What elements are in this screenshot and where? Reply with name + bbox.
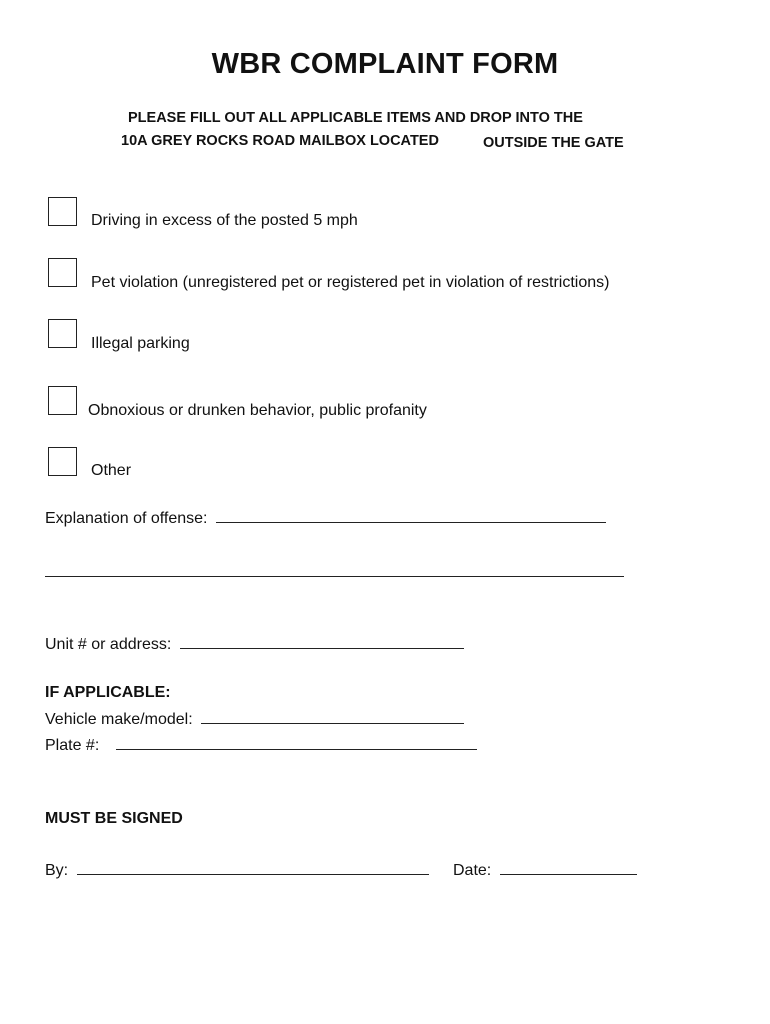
signature-field (45, 860, 429, 880)
plate-label: Plate #: (45, 737, 100, 754)
if-applicable-heading: IF APPLICABLE: (45, 684, 171, 701)
instructions-line-1: PLEASE FILL OUT ALL APPLICABLE ITEMS AND DROP INTO THE (128, 110, 583, 126)
date-field (453, 860, 637, 880)
explanation-label: Explanation of offense: (45, 510, 208, 527)
instructions-line-2a: 10A GREY ROCKS ROAD MAILBOX LOCATED (121, 133, 439, 149)
unit-label: Unit # or address: (45, 636, 172, 653)
option-label-pet-violation: Pet violation (unregistered pet or registered pet in violation of restrictions) (91, 274, 610, 291)
explanation-input-line-2[interactable] (45, 562, 624, 577)
option-label-speeding: Driving in excess of the posted 5 mph (91, 212, 358, 229)
checkbox-obnoxious-behavior[interactable] (48, 386, 77, 415)
form-title: WBR COMPLAINT FORM (211, 48, 559, 80)
checkbox-speeding[interactable] (48, 197, 77, 226)
date-input-line[interactable] (500, 860, 637, 875)
by-label: By: (45, 862, 69, 879)
option-label-other: Other (91, 462, 132, 479)
vehicle-label: Vehicle make/model: (45, 711, 193, 728)
checkbox-pet-violation[interactable] (48, 258, 77, 287)
checkbox-other[interactable] (48, 447, 77, 476)
vehicle-field (45, 709, 464, 729)
must-be-signed-heading: MUST BE SIGNED (45, 810, 183, 827)
option-label-illegal-parking: Illegal parking (91, 335, 190, 352)
plate-field (45, 735, 477, 755)
explanation-field (45, 508, 606, 528)
checkbox-illegal-parking[interactable] (48, 319, 77, 348)
signature-input-line[interactable] (77, 860, 429, 875)
option-label-obnoxious-behavior: Obnoxious or drunken behavior, public profanity (88, 402, 427, 419)
unit-field (45, 634, 464, 654)
unit-input-line[interactable] (180, 634, 464, 649)
plate-input-line[interactable] (116, 735, 477, 750)
explanation-input-line[interactable] (216, 508, 606, 523)
vehicle-input-line[interactable] (201, 709, 464, 724)
instructions-line-2b: OUTSIDE THE GATE (483, 135, 624, 151)
date-label: Date: (453, 862, 492, 879)
